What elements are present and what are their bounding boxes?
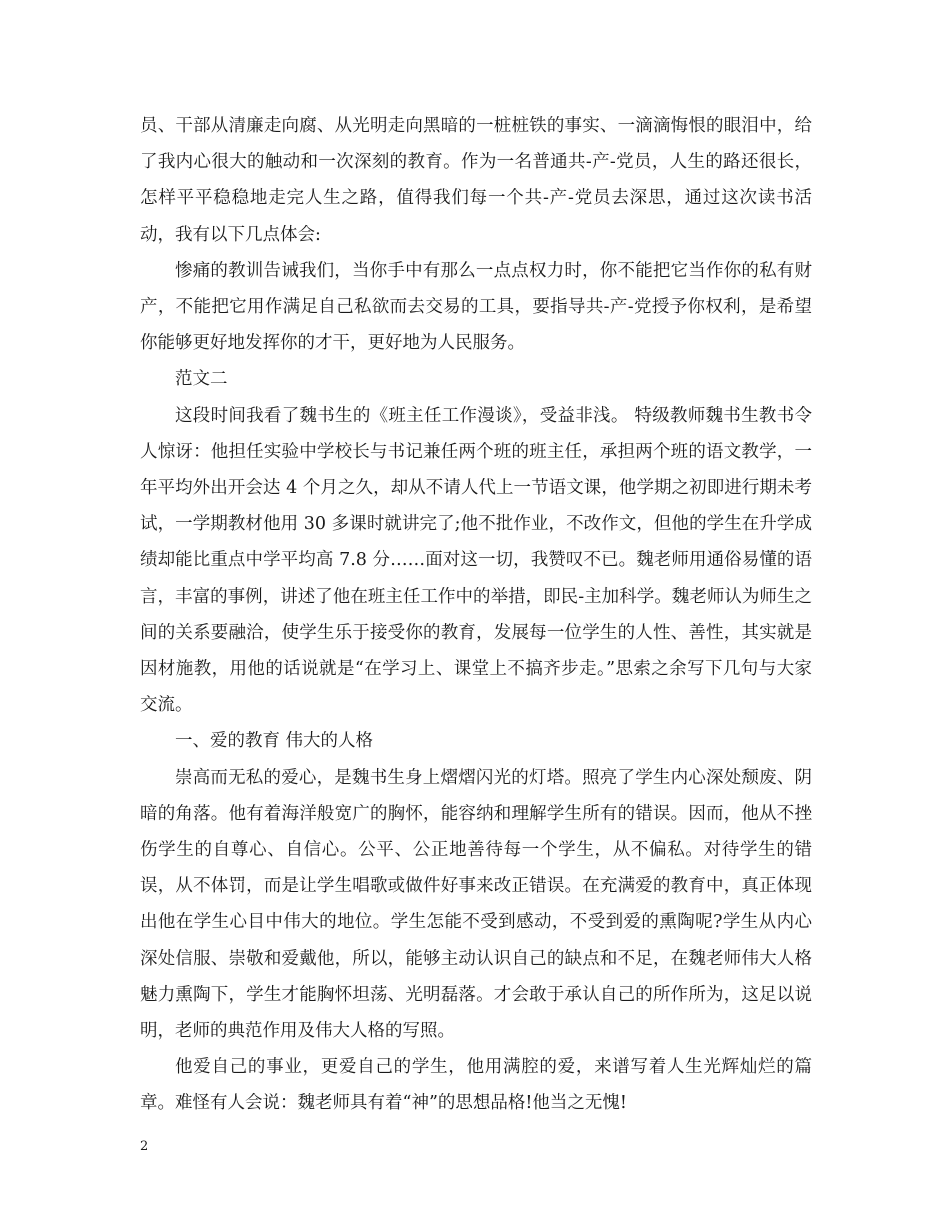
section-heading-sample-two: 范文二 — [175, 369, 228, 390]
subheading-love-education: 一、爱的教育 伟大的人格 — [175, 731, 374, 752]
paragraph-continued: 员、干部从清廉走向腐、从光明走向黑暗的一桩桩铁的事实、一滴滴悔恨的眼泪中，给了我内心很大的触动和一次深刻的教育。作为一名普通共-产-党员，人生的路还很长，怎样平平稳稳地走完人生之路，值得我们每一个共-产-党员去深思，通过这次读书活动，我有以下几点体会: — [140, 116, 812, 245]
page-number: 2 — [140, 1139, 149, 1154]
paragraph-lesson: 惨痛的教训告诫我们，当你手中有那么一点点权力时，你不能把它当作你的私有财产，不能把它用作满足自己私欲而去交易的工具，要指导共-产-党授予你权利，是希望你能够更好地发挥你的才干，更好地为人民服务。 — [140, 260, 812, 354]
paragraph-love-career: 他爱自己的事业，更爱自己的学生，他用满腔的爱，来谱写着人生光辉灿烂的篇章。难怪有人会说：魏老师具有着“神”的思想品格!他当之无愧! — [140, 1057, 812, 1114]
paragraph-love-heart: 崇高而无私的爱心，是魏书生身上熠熠闪光的灯塔。照亮了学生内心深处颓废、阴暗的角落。他有着海洋般宽广的胸怀，能容纳和理解学生所有的错误。因而，他从不挫伤学生的自尊心、自信心。公平、公正地善待每一个学生，从不偏私。对待学生的错误，从不体罚，而是让学生唱歌或做件好事来改正错误。在充满爱的教育中，真正体现出他在学生心目中伟大的地位。学生怎能不受到感动，不受到爱的熏陶呢?学生从内心深处信服、崇敬和爱戴他，所以，能够主动认识自己的缺点和不足，在魏老师伟大人格魅力熏陶下，学生才能胸怀坦荡、光明磊落。才会敢于承认自己的所作所为，这足以说明，老师的典范作用及伟大人格的写照。 — [140, 767, 812, 1042]
paragraph-book-intro: 这段时间我看了魏书生的《班主任工作漫谈》，受益非浅。 特级教师魏书生教书令人惊讶：他担任实验中学校长与书记兼任两个班的班主任，承担两个班的语文教学，一年平均外出开会达 4 个月之久，却从不请人代上一节语文课，他学期之初即进行期未考试，一学期教材他用 30 多课时就讲完了;他不批作业，不改作文，但他的学生在升学成绩却能比重点中学平均高 7.8 分……面对这一切，我赞叹不已。魏老师用通俗易懂的语言，丰富的事例，讲述了他在班主任工作中的举措，即民-主加科学。魏老师认为师生之间的关系要融洽，使学生乐于接受你的教育，发展每一位学生的人性、善性，其实就是因材施教，用他的话说就是“在学习上、课堂上不搞齐步走。”思索之余写下几句与大家交流。 — [140, 405, 812, 716]
document-body — [140, 108, 812, 1122]
